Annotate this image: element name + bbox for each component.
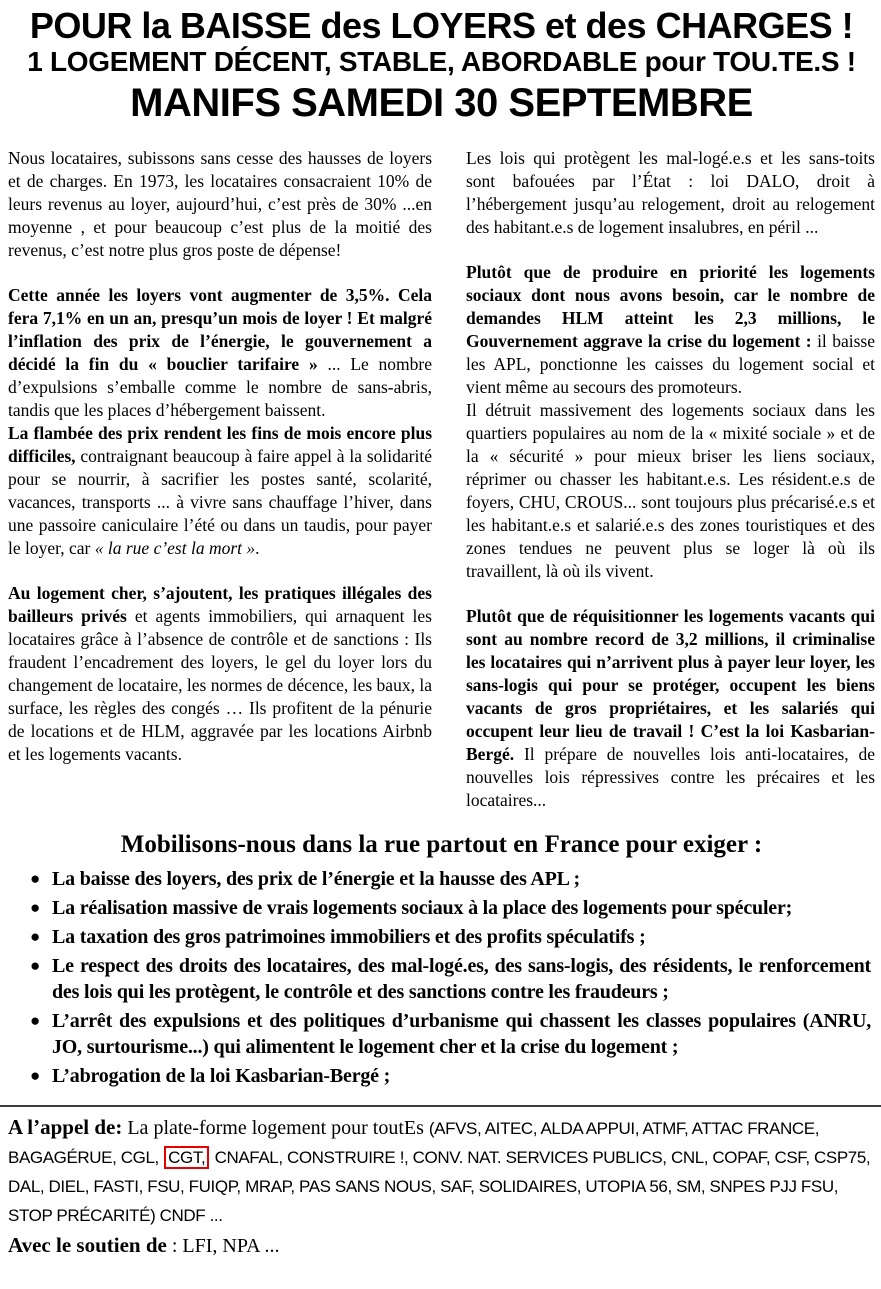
- soutien-paragraph: [8, 1231, 875, 1261]
- paragraph-illegal-practices: [8, 582, 432, 766]
- paragraph-social-housing: [466, 261, 875, 399]
- list-item: [8, 1063, 875, 1089]
- demand-text: L’arrêt des expulsions et des politiques d’urbanisme qui chassent les classes populaires (ANRU, JO, surtourisme...) qui alimentent le logement cher et la crise du logement ;: [52, 1010, 871, 1058]
- paragraph-text: ... Le nombre d’expulsions s’emballe comme le nombre de sans-abris, tandis que les places d’hébergement baissent.: [8, 354, 433, 420]
- paragraph-text-bold: Au logement cher, s’ajoutent, les pratiques illégales des bailleurs privés: [8, 583, 432, 626]
- call-to-action-orgs: [8, 1113, 875, 1230]
- paragraph-text: .: [255, 538, 260, 558]
- support-line: [8, 1231, 875, 1261]
- bullet-icon: ●: [30, 956, 41, 975]
- paragraph-requisition: [466, 605, 875, 812]
- bullet-icon: ●: [30, 927, 41, 946]
- demand-text: L’abrogation de la loi Kasbarian-Bergé ;: [52, 1065, 391, 1087]
- title-line-3: MANIFS SAMEDI 30 SEPTEMBRE: [130, 81, 753, 125]
- paragraph-rent-increase: [8, 284, 432, 422]
- left-column: [8, 147, 432, 812]
- paragraph-text: il baisse les APL, ponctionne les caisses du logement social et vient même au secours des promoteurs.: [466, 331, 875, 397]
- paragraph-text: et agents immobiliers, qui arnaquent les locataires grâce à l’absence de contrôle et de sanctions : Ils fraudent l’encadrement des loyers, le gel du loyer lors du changement de locataire, les normes de décence, les baux, la surface, les règles des congés … Ils profitent de la pénurie de locations et de HLM, aggravée par les locations Airbnb et les logements vacants.: [8, 606, 432, 764]
- paragraph-text-italic: « la rue c’est la mort »: [94, 538, 256, 558]
- title-line-1: POUR la BAISSE des LOYERS et des CHARGES !: [29, 5, 854, 46]
- demand-text: Le respect des droits des locataires, des mal-logé.es, des sans-logis, des résidents, le renforcement des lois qui les protègent, le contrôle et des sanctions contre les fraudeurs ;: [52, 955, 871, 1003]
- paragraph-tenants-intro: [8, 147, 432, 262]
- right-column: [466, 147, 875, 812]
- orgs-list-before: (AFVS, AITEC, ALDA APPUI, ATMF, ATTAC FRANCE, BAGAGÉRUE, CGL,: [8, 1119, 820, 1167]
- orgs-list-after: CNAFAL, CONSTRUIRE !, CONV. NAT. SERVICES PUBLICS, CNL, COPAF, CSF, CSP75, DAL, DIEL, FASTI, FSU, FUIQP, MRAP, PAS SANS NOUS, SAF, SOLIDAIRES, UTOPIA 56, SM, SNPES PJJ FSU, STOP PRÉCARITÉ) CNDF ...: [8, 1148, 871, 1225]
- paragraph-laws-flouted: [466, 147, 875, 239]
- appel-intro: La plate-forme logement pour toutEs: [122, 1117, 429, 1139]
- title-line-2: 1 LOGEMENT DÉCENT, STABLE, ABORDABLE pour TOU.TE.S !: [27, 46, 856, 77]
- footer-divider: [0, 1105, 881, 1107]
- list-item: [8, 953, 875, 1005]
- highlight-box-cgt: CGT,: [164, 1146, 209, 1169]
- paragraph-text: contraignant beaucoup à faire appel à la solidarité pour se nourrir, à sacrifier les postes santé, scolarité, vacances, transports ... à vivre sans chauffage l’hiver, dans une passoire caniculaire l’été ou dans un taudis, pour payer le loyer, car: [8, 446, 432, 558]
- appel-paragraph: [8, 1113, 875, 1230]
- demand-text: La réalisation massive de vrais logements sociaux à la place des logements pour spéculer;: [52, 897, 793, 919]
- paragraph-text-bold: Cette année les loyers vont augmenter de 3,5%. Cela fera 7,1% en un an, presqu’un mois de loyer ! Et malgré l’inflation des prix de l’énergie, le gouvernement a décidé la fin du « bouclier tarifaire »: [8, 285, 432, 374]
- appel-label: A l’appel de:: [8, 1115, 123, 1139]
- list-item: [8, 924, 875, 950]
- paragraph-text-bold: Plutôt que de produire en priorité les logements sociaux dont nous avons besoin, car le nombre de demandes HLM atteint les 2,3 millions, le Gouvernement aggrave la crise du logement :: [466, 262, 875, 351]
- list-item: [8, 895, 875, 921]
- paragraph-text: Les lois qui protègent les mal-logé.e.s et les sans-toits sont bafouées par l’État : loi DALO, droit à l’hébergement jusqu’au relogement, droit au relogement des habitant.e.s de logement insalubres, en péril ...: [466, 148, 875, 237]
- paragraph-text: Il prépare de nouvelles lois anti-locataires, de nouvelles lois répressives contre les précaires et les locataires...: [466, 744, 875, 810]
- demands-heading: Mobilisons-nous dans la rue partout en France pour exiger :: [120, 831, 763, 858]
- bullet-icon: ●: [30, 1066, 41, 1085]
- paragraph-text-bold: Plutôt que de réquisitionner les logements vacants qui sont au nombre record de 3,2 millions, il criminalise les locataires qui n’arrivent plus à payer leur loyer, les sans-logis qui pour se protéger, occupent les biens vacants de gros propriétaires, et les salariés qui occupent leur lieu de travail ! C’est la loi Kasbarian-Bergé.: [466, 606, 875, 764]
- demand-text: La taxation des gros patrimoines immobiliers et des profits spéculatifs ;: [52, 926, 646, 948]
- bullet-icon: ●: [30, 1011, 41, 1030]
- bullet-icon: ●: [30, 898, 41, 917]
- footer-section: [8, 1113, 875, 1261]
- paragraph-text: Nous locataires, subissons sans cesse des hausses de loyers et de charges. En 1973, les locataires consacraient 10% de leurs revenus au loyer, aujourd’hui, c’est près de 30% ...en moyenne , et pour beaucoup c’est plus de la moitié des revenus, c’est notre plus gros poste de dépense!: [8, 148, 432, 260]
- paragraph-text: Il détruit massivement des logements sociaux dans les quartiers populaires au nom de la « mixité sociale » et de la « sécurité » pour mieux briser les liens sociaux, réprimer ou chasser les habitant.e.s. Les résident.e.s de foyers, CHU, CROUS... sont toujours plus précarisé.e.s et les habitant.e.s et salarié.e.s des zones touristiques et des zones tendues ne peuvent plus se loger là où ils travaillent, là où ils vivent.: [466, 400, 875, 581]
- bullet-icon: ●: [30, 869, 41, 888]
- paragraph-text-bold: La flambée des prix rendent les fins de mois encore plus difficiles,: [8, 423, 432, 466]
- body-columns: [8, 147, 875, 812]
- soutien-label: Avec le soutien de: [8, 1233, 167, 1257]
- list-item: [8, 1008, 875, 1060]
- flyer-header: [8, 6, 875, 126]
- list-item: [8, 866, 875, 892]
- soutien-text: : LFI, NPA ...: [166, 1235, 280, 1257]
- paragraph-price-surge: [8, 422, 432, 560]
- paragraph-demolition: [466, 399, 875, 583]
- demand-text: La baisse des loyers, des prix de l’énergie et la hausse des APL ;: [52, 868, 580, 890]
- demands-section: [8, 830, 875, 1089]
